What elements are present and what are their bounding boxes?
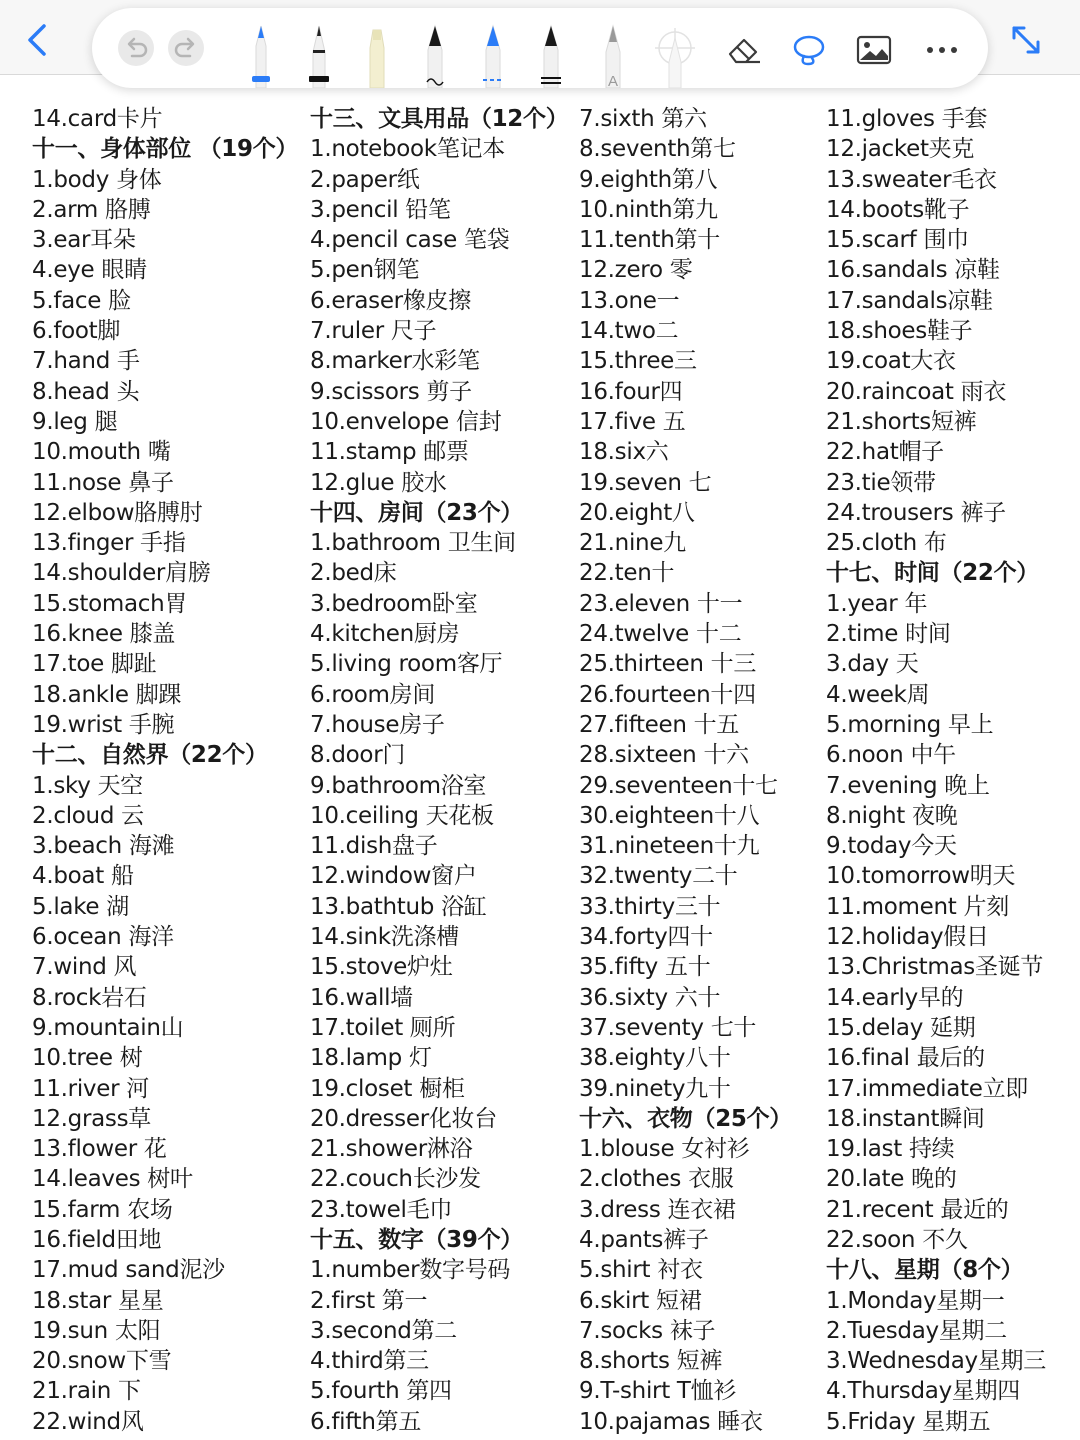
vocab-item: 3.second第二 xyxy=(310,1317,457,1344)
vocab-item: 4.pencil case 笔袋 xyxy=(310,227,510,254)
vocab-item: 16.wall墙 xyxy=(310,984,413,1011)
vocab-item: 10.mouth 嘴 xyxy=(32,439,171,466)
vocab-item: 4.week周 xyxy=(826,681,930,708)
section-heading: 十八、星期（8个） xyxy=(826,1257,1024,1284)
vocab-item: 9.leg 腿 xyxy=(32,408,118,435)
vocab-item: 4.third第三 xyxy=(310,1348,429,1375)
pencil-tool-letter: A xyxy=(607,73,619,88)
vocab-item: 2.bed床 xyxy=(310,560,397,587)
section-heading: 十五、数字（39个） xyxy=(310,1226,524,1253)
vocab-item: 22.hat帽子 xyxy=(826,439,944,466)
vocab-item: 37.seventy 七十 xyxy=(579,1014,757,1041)
vocab-item: 25.thirteen 十三 xyxy=(579,651,757,678)
vocab-item: 4.boat 船 xyxy=(32,863,134,890)
vocab-item: 5.morning 早上 xyxy=(826,711,994,738)
vocab-item: 24.trousers 裤子 xyxy=(826,499,1006,526)
vocab-item: 8.rock岩石 xyxy=(32,984,147,1011)
vocab-item: 3.dress 连衣裙 xyxy=(579,1196,736,1223)
vocab-item: 20.dresser化妆台 xyxy=(310,1105,497,1132)
vocab-item: 21.recent 最近的 xyxy=(826,1196,1009,1223)
vocab-item: 23.tie领带 xyxy=(826,469,936,496)
vocab-item: 10.tree 树 xyxy=(32,1045,143,1072)
vocab-item: 4.kitchen厨房 xyxy=(310,621,460,648)
notes-column-1 xyxy=(32,104,298,1437)
vocab-item: 14.leaves 树叶 xyxy=(32,1166,193,1193)
vocab-item: 12.window窗户 xyxy=(310,863,477,890)
vocab-item: 9.bathroom浴室 xyxy=(310,772,487,799)
vocab-item: 10.pajamas 睡衣 xyxy=(579,1408,763,1435)
vocab-item: 22.wind风 xyxy=(32,1408,144,1435)
vocab-item: 1.year 年 xyxy=(826,590,928,617)
vocab-item: 16.field田地 xyxy=(32,1226,162,1253)
vocab-item: 14.card卡片 xyxy=(32,106,163,132)
redo-icon xyxy=(168,30,204,66)
vocab-item: 2.time 时间 xyxy=(826,621,951,648)
vocab-item: 12.grass草 xyxy=(32,1105,151,1132)
vocab-item: 8.marker水彩笔 xyxy=(310,348,480,375)
vocab-item: 34.forty四十 xyxy=(579,924,713,951)
vocab-item: 21.shorts短裤 xyxy=(826,408,977,435)
undo-icon xyxy=(118,30,154,66)
vocab-item: 8.door门 xyxy=(310,742,406,769)
vocab-item: 2.Tuesday星期二 xyxy=(826,1317,1007,1344)
vocab-item: 22.soon 不久 xyxy=(826,1226,968,1253)
vocab-item: 1.body 身体 xyxy=(32,166,162,193)
vocab-item: 17.mud sand泥沙 xyxy=(32,1257,225,1284)
vocab-item: 19.coat大衣 xyxy=(826,348,956,375)
section-heading: 十七、时间（22个） xyxy=(826,560,1040,587)
vocab-item: 3.day 天 xyxy=(826,651,919,678)
vocab-item: 8.head 头 xyxy=(32,378,140,405)
vocab-item: 6.skirt 短裙 xyxy=(579,1287,702,1314)
vocab-item: 2.cloud 云 xyxy=(32,802,144,829)
vocab-item: 14.two二 xyxy=(579,318,679,345)
vocab-item: 12.zero 零 xyxy=(579,257,693,284)
vocab-item: 38.eighty八十 xyxy=(579,1045,731,1072)
vocab-item: 10.tomorrow明天 xyxy=(826,863,1016,890)
vocab-item: 28.sixteen 十六 xyxy=(579,742,749,769)
vocab-item: 1.sky 天空 xyxy=(32,772,143,799)
vocab-item: 17.toilet 厕所 xyxy=(310,1014,456,1041)
vocab-item: 32.twenty二十 xyxy=(579,863,738,890)
vocab-item: 15.farm 农场 xyxy=(32,1196,173,1223)
vocab-item: 7.socks 袜子 xyxy=(579,1317,716,1344)
vocab-item: 16.sandals 凉鞋 xyxy=(826,257,1000,284)
vocab-item: 19.closet 橱柜 xyxy=(310,1075,465,1102)
vocab-item: 13.finger 手指 xyxy=(32,530,186,557)
vocab-item: 14.boots靴子 xyxy=(826,196,970,223)
vocab-item: 26.fourteen十四 xyxy=(579,681,756,708)
vocab-item: 33.thirty三十 xyxy=(579,893,721,920)
vocab-item: 22.ten十 xyxy=(579,560,675,587)
vocab-item: 1.bathroom 卫生间 xyxy=(310,530,516,557)
vocab-item: 5.fourth 第四 xyxy=(310,1378,452,1405)
vocab-item: 18.shoes鞋子 xyxy=(826,318,973,345)
vocab-item: 11.nose 鼻子 xyxy=(32,469,174,496)
marker-tool-icon[interactable] xyxy=(536,22,566,88)
pencil-tool-icon[interactable] xyxy=(598,22,628,88)
vocab-item: 13.bathtub 浴缸 xyxy=(310,893,487,920)
more-icon[interactable] xyxy=(922,32,962,68)
vocab-item: 7.wind 风 xyxy=(32,954,137,981)
vocab-item: 1.Monday星期一 xyxy=(826,1287,1005,1314)
vocab-item: 2.paper纸 xyxy=(310,166,420,193)
vocab-item: 1.notebook笔记本 xyxy=(310,136,505,163)
vocab-item: 19.sun 太阳 xyxy=(32,1317,161,1344)
vocab-item: 19.last 持续 xyxy=(826,1136,955,1163)
vocab-item: 6.ocean 海洋 xyxy=(32,924,174,951)
vocab-item: 17.toe 脚趾 xyxy=(32,651,157,678)
vocab-item: 9.eighth第八 xyxy=(579,166,718,193)
section-heading: 十四、房间（23个） xyxy=(310,499,524,526)
pen-tool-icon[interactable] xyxy=(246,22,276,88)
vocab-item: 10.ceiling 天花板 xyxy=(310,802,494,829)
notes-column-2 xyxy=(310,104,568,1437)
vocab-item: 4.Thursday星期四 xyxy=(826,1378,1020,1405)
vocab-item: 12.jacket夹克 xyxy=(826,136,975,163)
vocab-item: 5.pen钢笔 xyxy=(310,257,420,284)
vocab-item: 8.shorts 短裤 xyxy=(579,1348,723,1375)
vocab-item: 15.three三 xyxy=(579,348,697,375)
vocab-item: 11.dish盘子 xyxy=(310,833,438,860)
lasso-icon[interactable] xyxy=(788,32,828,68)
vocab-item: 21.shower淋浴 xyxy=(310,1136,473,1163)
vocab-item: 17.five 五 xyxy=(579,408,686,435)
vocab-item: 3.ear耳朵 xyxy=(32,227,136,254)
back-icon[interactable] xyxy=(20,20,54,60)
vocab-item: 13.one一 xyxy=(579,287,680,314)
notes-column-3 xyxy=(579,104,792,1437)
vocab-item: 17.sandals凉鞋 xyxy=(826,287,993,314)
vocab-item: 18.star 星星 xyxy=(32,1287,164,1314)
vocab-item: 11.gloves 手套 xyxy=(826,106,988,132)
vocab-item: 20.late 晚的 xyxy=(826,1166,957,1193)
vocab-item: 12.glue 胶水 xyxy=(310,469,447,496)
vocab-item: 22.couch长沙发 xyxy=(310,1166,481,1193)
vocab-item: 18.ankle 脚踝 xyxy=(32,681,182,708)
vocab-item: 5.shirt 衬衣 xyxy=(579,1257,703,1284)
eraser-icon[interactable] xyxy=(724,32,764,68)
vocab-item: 6.room房间 xyxy=(310,681,436,708)
vocab-item: 15.delay 延期 xyxy=(826,1014,976,1041)
vocab-item: 15.scarf 围巾 xyxy=(826,227,969,254)
section-heading: 十六、衣物（25个） xyxy=(579,1105,793,1132)
vocab-item: 9.T-shirt T恤衫 xyxy=(579,1378,737,1405)
drawing-toolbar xyxy=(92,8,988,88)
section-heading: 十一、身体部位 （19个） xyxy=(32,136,299,163)
vocab-item: 7.evening 晚上 xyxy=(826,772,990,799)
vocab-item: 36.sixty 六十 xyxy=(579,984,721,1011)
vocab-item: 18.instant瞬间 xyxy=(826,1105,985,1132)
vocab-item: 21.rain 下 xyxy=(32,1378,141,1405)
vocab-item: 3.Wednesday星期三 xyxy=(826,1348,1046,1375)
vocab-item: 16.final 最后的 xyxy=(826,1045,985,1072)
vocab-item: 14.early早的 xyxy=(826,984,964,1011)
vocab-item: 8.night 夜晚 xyxy=(826,802,958,829)
vocab-item: 25.cloth 布 xyxy=(826,530,947,557)
vocab-item: 12.elbow胳膊肘 xyxy=(32,499,203,526)
vocab-item: 17.immediate立即 xyxy=(826,1075,1028,1102)
vocab-item: 12.holiday假日 xyxy=(826,924,989,951)
vocab-item: 35.fifty 五十 xyxy=(579,954,711,981)
dashed-pen-tool-icon[interactable] xyxy=(478,22,508,88)
vocab-item: 9.mountain山 xyxy=(32,1014,184,1041)
section-heading: 十二、自然界（22个） xyxy=(32,742,268,769)
vocab-item: 5.face 脸 xyxy=(32,287,131,314)
vocab-item: 20.snow下雪 xyxy=(32,1348,172,1375)
vocab-item: 24.twelve 十二 xyxy=(579,621,742,648)
vocab-item: 19.seven 七 xyxy=(579,469,712,496)
vocab-item: 27.fifteen 十五 xyxy=(579,711,740,738)
vocab-item: 31.nineteen十九 xyxy=(579,833,760,860)
vocab-item: 14.shoulder肩膀 xyxy=(32,560,211,587)
vocab-item: 5.Friday 星期五 xyxy=(826,1408,991,1435)
vocab-item: 15.stomach胃 xyxy=(32,590,188,617)
vocab-item: 4.pants裤子 xyxy=(579,1226,709,1253)
vocab-item: 7.sixth 第六 xyxy=(579,106,707,132)
vocab-item: 13.sweater毛衣 xyxy=(826,166,997,193)
vocab-item: 7.hand 手 xyxy=(32,348,140,375)
vocab-item: 30.eighteen十八 xyxy=(579,802,760,829)
vocab-item: 11.moment 片刻 xyxy=(826,893,1009,920)
vocab-item: 10.ninth第九 xyxy=(579,196,718,223)
vocab-item: 2.first 第一 xyxy=(310,1287,428,1314)
vocab-item: 18.six六 xyxy=(579,439,669,466)
vocab-item: 20.raincoat 雨衣 xyxy=(826,378,1007,405)
vocab-item: 2.clothes 衣服 xyxy=(579,1166,734,1193)
highlighter-tool-icon[interactable] xyxy=(362,22,392,88)
vocab-item: 11.stamp 邮票 xyxy=(310,439,469,466)
vocab-item: 11.river 河 xyxy=(32,1075,149,1102)
vocab-item: 8.seventh第七 xyxy=(579,136,736,163)
vocab-item: 10.envelope 信封 xyxy=(310,408,502,435)
image-icon[interactable] xyxy=(854,32,894,68)
section-heading: 十三、文具用品（12个） xyxy=(310,106,569,132)
vocab-item: 7.house房子 xyxy=(310,711,445,738)
vocab-item: 1.blouse 女衬衫 xyxy=(579,1136,750,1163)
vocab-item: 21.nine九 xyxy=(579,530,686,557)
redo-button[interactable] xyxy=(168,30,204,66)
vocab-item: 16.knee 膝盖 xyxy=(32,621,176,648)
vocab-item: 6.fifth第五 xyxy=(310,1408,422,1435)
vocab-item: 18.lamp 灯 xyxy=(310,1045,432,1072)
expand-icon[interactable] xyxy=(1006,20,1046,60)
vocab-item: 6.noon 中午 xyxy=(826,742,956,769)
vocab-item: 16.four四 xyxy=(579,378,683,405)
vocab-item: 13.flower 花 xyxy=(32,1136,167,1163)
vocab-item: 9.today今天 xyxy=(826,833,957,860)
vocab-item: 6.eraser橡皮擦 xyxy=(310,287,471,314)
vocab-item: 9.scissors 剪子 xyxy=(310,378,472,405)
brush-pen-tool-icon[interactable] xyxy=(420,22,450,88)
laser-pointer-icon[interactable] xyxy=(654,22,696,88)
undo-button[interactable] xyxy=(118,30,154,66)
notes-column-4 xyxy=(826,104,1046,1437)
vocab-item: 23.towel毛巾 xyxy=(310,1196,453,1223)
vocab-item: 3.pencil 铅笔 xyxy=(310,196,451,223)
vocab-item: 23.eleven 十一 xyxy=(579,590,743,617)
vocab-item: 7.ruler 尺子 xyxy=(310,318,437,345)
vocab-item: 20.eight八 xyxy=(579,499,695,526)
vocab-item: 4.eye 眼睛 xyxy=(32,257,147,284)
vocab-item: 15.stove炉灶 xyxy=(310,954,453,981)
vocab-item: 19.wrist 手腕 xyxy=(32,711,175,738)
vocab-item: 29.seventeen十七 xyxy=(579,772,778,799)
vocab-item: 3.beach 海滩 xyxy=(32,833,175,860)
vocab-item: 5.living room客厅 xyxy=(310,651,503,678)
vocab-item: 2.arm 胳膊 xyxy=(32,196,151,223)
vocab-item: 6.foot脚 xyxy=(32,318,121,345)
fineliner-tool-icon[interactable] xyxy=(304,22,334,88)
vocab-item: 13.Christmas圣诞节 xyxy=(826,954,1044,981)
vocab-item: 5.lake 湖 xyxy=(32,893,129,920)
vocab-item: 3.bedroom卧室 xyxy=(310,590,478,617)
vocab-item: 39.ninety九十 xyxy=(579,1075,731,1102)
vocab-item: 14.sink洗涤槽 xyxy=(310,924,459,951)
vocab-item: 11.tenth第十 xyxy=(579,227,720,254)
vocab-item: 1.number数字号码 xyxy=(310,1257,511,1284)
